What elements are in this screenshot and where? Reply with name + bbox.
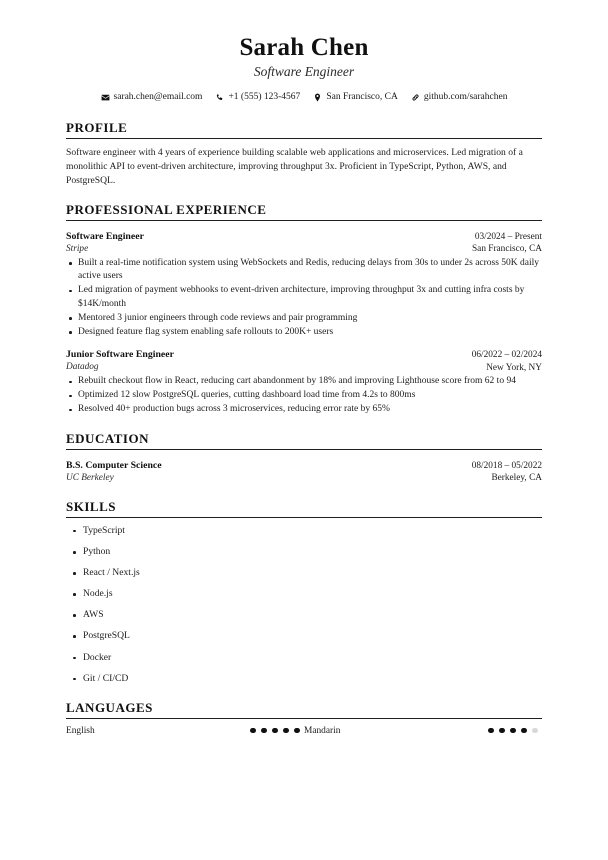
resume-header <box>66 34 542 102</box>
section-education <box>66 431 542 485</box>
contact-item[interactable] <box>313 92 398 102</box>
section-heading-skills: SKILLS <box>66 498 116 514</box>
skill-item: Node.js <box>66 588 542 601</box>
entry-header <box>66 348 542 374</box>
job-bullet: Built a real-time notification system using WebSockets and Redis, reducing delays from 30s to under 2s across 50K daily active users <box>66 257 542 284</box>
proficiency-dot-filled <box>521 728 527 734</box>
contact-text: github.com/sarahchen <box>423 92 508 102</box>
entry-header <box>66 230 542 256</box>
section-rule <box>66 138 542 139</box>
job-location: New York, NY <box>486 362 542 373</box>
school-name: UC Berkeley <box>66 472 114 483</box>
proficiency-dot-filled <box>272 728 278 734</box>
language-item <box>66 726 304 736</box>
job-bullet: Designed feature flag system enabling safe rollouts to 200K+ users <box>66 326 542 339</box>
education-dates: 08/2018 – 05/2022 <box>471 460 542 471</box>
job-location: San Francisco, CA <box>472 244 542 255</box>
section-rule <box>66 449 542 450</box>
proficiency-dot-filled <box>261 728 267 734</box>
contact-item[interactable] <box>101 92 203 102</box>
skill-item: Git / CI/CD <box>66 673 542 686</box>
section-heading-languages: LANGUAGES <box>66 699 153 715</box>
job-bullet: Led migration of payment webhooks to event-driven architecture, improving throughput 3x and cutting infra costs by $14K/month <box>66 284 542 311</box>
contact-text: sarah.chen@email.com <box>113 92 203 102</box>
experience-entry <box>66 230 542 340</box>
section-languages <box>66 700 542 736</box>
job-title: Software Engineer <box>66 230 144 242</box>
job-bullet: Mentored 3 junior engineers through code reviews and pair programming <box>66 312 542 325</box>
education-list <box>66 459 542 485</box>
section-profile <box>66 120 542 188</box>
proficiency-dot-filled <box>250 728 256 734</box>
candidate-name: Sarah Chen <box>239 34 369 61</box>
proficiency-dot-empty <box>532 728 538 734</box>
contact-item[interactable] <box>411 92 508 102</box>
candidate-title: Software Engineer <box>253 64 355 79</box>
language-name: Mandarin <box>304 725 341 736</box>
language-name: English <box>66 725 95 736</box>
section-heading-education: EDUCATION <box>66 430 149 446</box>
entry-title-block <box>66 459 162 485</box>
section-rule <box>66 220 542 221</box>
job-bullet-list <box>66 257 542 339</box>
job-bullet: Resolved 40+ production bugs across 3 microservices, reducing error rate by 65% <box>66 403 542 416</box>
entry-title-block <box>66 348 174 374</box>
proficiency-dot-filled <box>488 728 494 734</box>
job-title: Junior Software Engineer <box>66 349 174 361</box>
degree-title: B.S. Computer Science <box>66 459 162 471</box>
skill-item: PostgreSQL <box>66 630 542 643</box>
language-proficiency-dots <box>488 728 538 734</box>
job-bullet: Rebuilt checkout flow in React, reducing cart abandonment by 18% and improving Lighthouse score from 62 to 94 <box>66 375 542 388</box>
envelope-icon <box>101 93 110 102</box>
section-skills <box>66 499 542 686</box>
job-dates: 06/2022 – 02/2024 <box>471 350 542 361</box>
contact-bar <box>66 92 542 102</box>
education-location: Berkeley, CA <box>491 473 542 484</box>
skill-item: Docker <box>66 652 542 665</box>
entry-meta-block <box>462 231 542 256</box>
profile-summary: Software engineer with 4 years of experience building scalable web applications and microservices. Led migration of a monolithic API to event-driven architecture, improving throughput 3x. Proficient in TypeScript, Python, AWS, and PostgreSQL. <box>66 147 523 186</box>
section-heading-profile: PROFILE <box>66 120 128 135</box>
map-pin-icon <box>313 93 322 102</box>
section-heading-experience: PROFESSIONAL EXPERIENCE <box>66 201 267 217</box>
proficiency-dot-filled <box>294 728 300 734</box>
proficiency-dot-filled <box>499 728 505 734</box>
link-icon <box>411 93 420 102</box>
skills-list <box>66 525 542 686</box>
skill-item: AWS <box>66 609 542 622</box>
contact-text: San Francisco, CA <box>326 92 398 102</box>
skill-item: React / Next.js <box>66 567 542 580</box>
contact-text: +1 (555) 123-4567 <box>228 92 301 102</box>
languages-list <box>66 726 542 736</box>
company-name: Stripe <box>66 243 89 254</box>
education-entry <box>66 459 542 485</box>
job-bullet: Optimized 12 slow PostgreSQL queries, cutting dashboard load time from 4.2s to 800ms <box>66 389 542 402</box>
proficiency-dot-filled <box>283 728 289 734</box>
section-rule <box>66 718 542 719</box>
entry-meta-block <box>462 460 542 485</box>
skill-item: Python <box>66 546 542 559</box>
entry-header <box>66 459 542 485</box>
language-proficiency-dots <box>250 728 300 734</box>
company-name: Datadog <box>66 362 99 373</box>
phone-icon <box>215 93 224 102</box>
skill-item: TypeScript <box>66 525 542 538</box>
contact-item[interactable] <box>215 92 300 102</box>
job-bullet-list <box>66 375 542 416</box>
job-dates: 03/2024 – Present <box>474 231 542 242</box>
proficiency-dot-filled <box>510 728 516 734</box>
section-rule <box>66 517 542 518</box>
entry-meta-block <box>462 349 542 374</box>
entry-title-block <box>66 230 144 256</box>
language-item <box>304 726 542 736</box>
experience-list <box>66 230 542 417</box>
experience-entry <box>66 348 542 417</box>
section-experience <box>66 202 542 417</box>
